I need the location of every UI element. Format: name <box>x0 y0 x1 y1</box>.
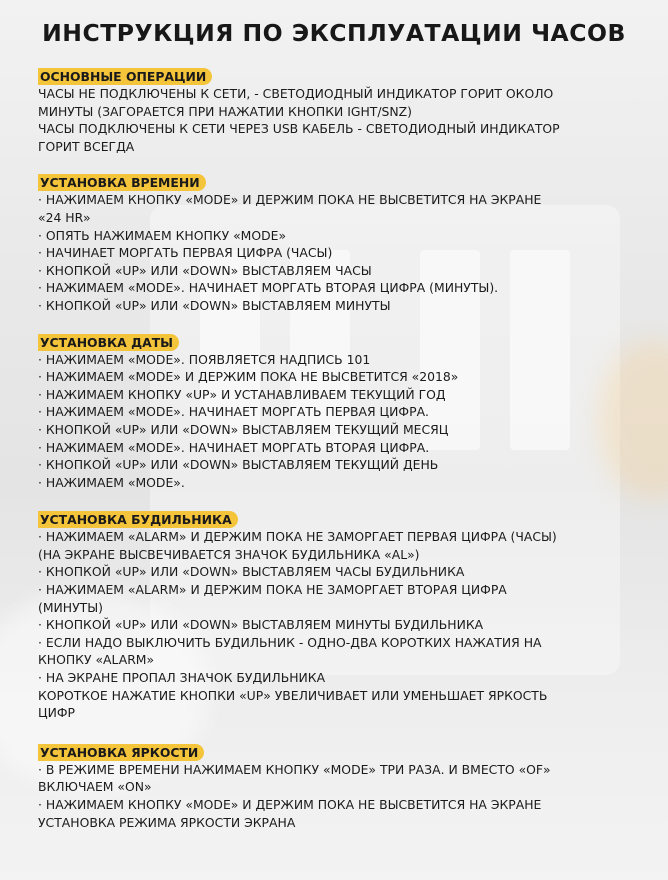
section-heading: УСТАНОВКА БУДИЛЬНИКА <box>38 511 238 528</box>
instruction-line: · ЕСЛИ НАДО ВЫКЛЮЧИТЬ БУДИЛЬНИК - ОДНО-ДВА КОРОТКИХ НАЖАТИЯ НА <box>38 634 542 650</box>
section-lines <box>38 761 644 831</box>
instruction-line: ГОРИТ ВСЕГДА <box>38 138 135 154</box>
instruction-line: · КНОПКОЙ «UP» ИЛИ «DOWN» ВЫСТАВЛЯЕМ МИНУТЫ БУДИЛЬНИКА <box>38 617 484 633</box>
instruction-line: · В РЕЖИМЕ ВРЕМЕНИ НАЖИМАЕМ КНОПКУ «MODE» ТРИ РАЗА. И ВМЕСТО «OF» <box>38 761 551 777</box>
instruction-line: ЧАСЫ ПОДКЛЮЧЕНЫ К СЕТИ ЧЕРЕЗ USB КАБЕЛЬ - СВЕТОДИОДНЫЙ ИНДИКАТОР <box>38 121 560 137</box>
instruction-line: · НАЖИМАЕМ «ALARM» И ДЕРЖИМ ПОКА НЕ ЗАМОРГАЕТ ВТОРАЯ ЦИФРА <box>38 582 507 598</box>
instruction-line: ЧАСЫ НЕ ПОДКЛЮЧЕНЫ К СЕТИ, - СВЕТОДИОДНЫЙ ИНДИКАТОР ГОРИТ ОКОЛО <box>38 86 554 101</box>
section-brightness-setting <box>38 742 644 831</box>
section-heading: УСТАНОВКА ЯРКОСТИ <box>38 744 204 761</box>
instruction-line: КНОПКУ «ALARM» <box>38 652 155 668</box>
section-date-setting <box>38 332 644 492</box>
instruction-line: · НАЧИНАЕТ МОРГАТЬ ПЕРВАЯ ЦИФРА (ЧАСЫ) <box>38 245 333 261</box>
instruction-line: ВКЛЮЧАЕМ «ON» <box>38 779 152 795</box>
section-basic-operations <box>38 66 644 155</box>
instruction-line: · ОПЯТЬ НАЖИМАЕМ КНОПКУ «MODE» <box>38 227 287 243</box>
instruction-line: · НАЖИМАЕМ «MODE». НАЧИНАЕТ МОРГАТЬ ПЕРВАЯ ЦИФРА. <box>38 404 429 420</box>
section-lines <box>38 85 644 155</box>
instruction-line: · НАЖИМАЕМ «MODE». НАЧИНАЕТ МОРГАТЬ ВТОРАЯ ЦИФРА. <box>38 439 430 455</box>
section-lines <box>38 528 644 722</box>
section-heading: УСТАНОВКА ДАТЫ <box>38 334 179 351</box>
section-lines <box>38 191 644 314</box>
instruction-line: КОРОТКОЕ НАЖАТИЕ КНОПКИ «UP» УВЕЛИЧИВАЕТ ИЛИ УМЕНЬШАЕТ ЯРКОСТЬ <box>38 687 548 703</box>
instruction-line: · КНОПКОЙ «UP» ИЛИ «DOWN» ВЫСТАВЛЯЕМ ТЕКУЩИЙ ДЕНЬ <box>38 457 439 473</box>
instruction-line: · НАЖИМАЕМ «MODE». <box>38 474 185 490</box>
instruction-line: · НАЖИМАЕМ КНОПКУ «MODE» И ДЕРЖИМ ПОКА НЕ ВЫСВЕТИТСЯ НА ЭКРАНЕ <box>38 192 542 208</box>
instruction-line: УСТАНОВКА РЕЖИМА ЯРКОСТИ ЭКРАНА <box>38 814 296 830</box>
instruction-line: · НАЖИМАЕМ «MODE». НАЧИНАЕТ МОРГАТЬ ВТОРАЯ ЦИФРА (МИНУТЫ). <box>38 280 499 296</box>
instruction-line: (НА ЭКРАНЕ ВЫСВЕЧИВАЕТСЯ ЗНАЧОК БУДИЛЬНИКА «AL») <box>38 546 420 562</box>
instruction-line: · КНОПКОЙ «UP» ИЛИ «DOWN» ВЫСТАВЛЯЕМ ТЕКУЩИЙ МЕСЯЦ <box>38 421 449 437</box>
instruction-line: · НАЖИМАЕМ КНОПКУ «UP» И УСТАНАВЛИВАЕМ ТЕКУЩИЙ ГОД <box>38 386 446 402</box>
instruction-line: · НАЖИМАЕМ «MODE». ПОЯВЛЯЕТСЯ НАДПИСЬ 101 <box>38 351 371 367</box>
section-heading: УСТАНОВКА ВРЕМЕНИ <box>38 174 206 191</box>
section-lines <box>38 351 644 492</box>
instruction-line: · КНОПКОЙ «UP» ИЛИ «DOWN» ВЫСТАВЛЯЕМ ЧАСЫ БУДИЛЬНИКА <box>38 564 465 580</box>
section-heading: ОСНОВНЫЕ ОПЕРАЦИИ <box>38 68 212 85</box>
instruction-line: · КНОПКОЙ «UP» ИЛИ «DOWN» ВЫСТАВЛЯЕМ МИНУТЫ <box>38 297 391 313</box>
instruction-line: · НА ЭКРАНЕ ПРОПАЛ ЗНАЧОК БУДИЛЬНИКА <box>38 670 326 686</box>
section-time-setting <box>38 172 644 314</box>
section-alarm-setting <box>38 509 644 722</box>
instruction-line: (МИНУТЫ) <box>38 599 103 615</box>
instruction-line: МИНУТЫ (ЗАГОРАЕТСЯ ПРИ НАЖАТИИ КНОПКИ IGHT/SNZ) <box>38 103 412 119</box>
instruction-line: · НАЖИМАЕМ КНОПКУ «MODE» И ДЕРЖИМ ПОКА НЕ ВЫСВЕТИТСЯ НА ЭКРАНЕ <box>38 797 542 812</box>
instruction-line: · НАЖИМАЕМ «MODE» И ДЕРЖИМ ПОКА НЕ ВЫСВЕТИТСЯ «2018» <box>38 369 459 385</box>
instruction-line: · КНОПКОЙ «UP» ИЛИ «DOWN» ВЫСТАВЛЯЕМ ЧАСЫ <box>38 262 372 278</box>
page-title: ИНСТРУКЦИЯ ПО ЭКСПЛУАТАЦИИ ЧАСОВ <box>42 19 626 47</box>
instruction-line: ЦИФР <box>38 705 76 721</box>
instruction-line: «24 HR» <box>38 209 91 225</box>
instruction-line: · НАЖИМАЕМ «ALARM» И ДЕРЖИМ ПОКА НЕ ЗАМОРГАЕТ ПЕРВАЯ ЦИФРА (ЧАСЫ) <box>38 529 557 545</box>
